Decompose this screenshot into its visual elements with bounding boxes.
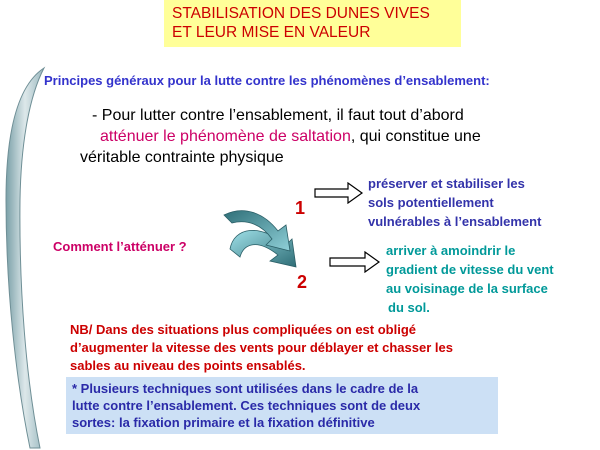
question-label: Comment l’atténuer ? (53, 239, 187, 254)
nb-line: NB/ Dans des situations plus compliquées on est obligé (70, 322, 417, 337)
step-number-2: 2 (297, 272, 308, 292)
nb-line: d’augmenter la vitesse des vents pour déblayer et chasser les (70, 340, 453, 355)
techniques-note-box (66, 377, 498, 434)
option-1-line: préserver et stabiliser les (368, 176, 525, 191)
option-2-line: au voisinage de la surface (386, 281, 548, 296)
nb-note (70, 321, 520, 375)
note-line: sortes: la fixation primaire et la fixation définitive (72, 415, 375, 430)
title-box (164, 0, 461, 47)
option-1-line: sols potentiellement (368, 195, 494, 210)
note-line: lutte contre l’ensablement. Ces techniques sont de deux (72, 398, 421, 413)
nb-line: sables au niveau des points ensablés. (70, 358, 306, 373)
decorative-swoosh (0, 60, 60, 450)
right-arrow-icon (314, 182, 364, 204)
title-line-1: STABILISATION DES DUNES VIVES (172, 5, 430, 22)
main-paragraph (80, 105, 562, 168)
option-1-line: vulnérables à l’ensablement (368, 214, 542, 229)
title-line-2: ET LEUR MISE EN VALEUR (172, 24, 371, 41)
option-2-line: gradient de vitesse du vent (386, 262, 554, 277)
paragraph-suffix: , qui constitue une (350, 128, 481, 145)
option-2-line: arriver à amoindrir le (386, 243, 516, 258)
paragraph-highlight: atténuer le phénomène de saltation (100, 128, 351, 145)
note-line: * Plusieurs techniques sont utilisées dans le cadre de la (72, 381, 419, 396)
paragraph-prefix: - Pour lutter contre l’ensablement, il faut tout d’abord (92, 107, 464, 124)
step-number-1: 1 (295, 198, 306, 218)
option-1-text (368, 174, 598, 231)
principles-heading: Principes généraux pour la lutte contre les phénomènes d’ensablement: (44, 73, 490, 88)
paragraph-line-3: véritable contrainte physique (80, 149, 284, 166)
option-2-line: du sol. (388, 300, 430, 315)
option-2-text (386, 241, 596, 317)
right-arrow-icon (329, 251, 381, 273)
